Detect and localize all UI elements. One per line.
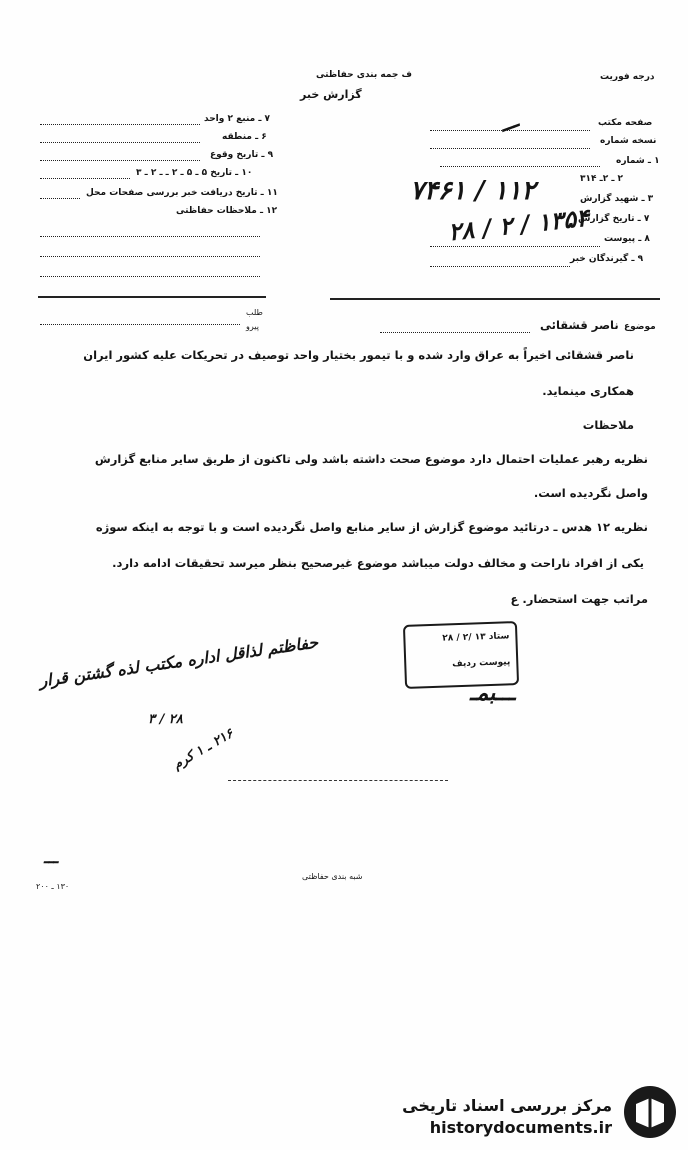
handwritten-side-note: حفاظتم لذاقل اداره مکتب لذه گشتن قرار: [38, 632, 320, 691]
report-title: گزارش خبر: [300, 88, 362, 101]
body-line: همکاری مینماید.: [542, 384, 634, 398]
field-label: ۷ ـ منبع ۲ واحد: [204, 114, 271, 124]
subject-label: موضوع: [624, 322, 656, 332]
field-label: ۹ ـ تاریخ وقوع: [210, 150, 274, 160]
field-label: ۳ ـ شهید گزارش: [580, 194, 654, 204]
separator-line: [228, 780, 448, 781]
field-line: [40, 178, 130, 179]
field-line: [40, 160, 200, 161]
watermark-site: historydocuments.ir: [429, 1118, 612, 1137]
handwritten-date: ۲۸ / ۲ / ۱۳۵۴: [446, 202, 591, 247]
stamp-date: ستاد ۱۳ /۲ / ۲۸: [442, 631, 510, 644]
opinion-line: یکی از افراد ناراحت و مخالف دولت میباشد موضوع غیرصحیح بنظر میرسد تحقیقات ادامه دارد.: [112, 556, 644, 570]
field-label: ۹ ـ گیرندگان خبر: [570, 254, 644, 264]
remarks-line: نظریه رهبر عملیات احتمال دارد موضوع صحت داشته باشد ولی تاکنون از طریق سایر منابع گزارش: [94, 452, 648, 466]
field-label: ۸ ـ پیوست: [604, 234, 650, 244]
opinion-line: مراتب جهت استحضار. ع: [510, 592, 648, 606]
stamp-attachment: پیوست ردیف: [452, 657, 511, 670]
handwritten-scrawl: ـــ: [44, 848, 59, 867]
field-line: [40, 256, 260, 257]
field-label: ۱۰ ـ تاریخ ۵ ـ ۵ ـ ۲ ـ ـ ۲ ـ ۳: [136, 168, 253, 178]
separator-line: [330, 298, 660, 300]
field-label: ۱۱ ـ تاریخ دریافت خبر بررسی صفحات محل: [86, 188, 278, 198]
separator-line: [38, 296, 266, 298]
field-line: [40, 142, 200, 143]
field-label: ۱ ـ شماره: [616, 156, 660, 166]
body-line: ناصر قشقائی اخیراً به عراق وارد شده و با تیمور بختیار واحد توصیف در تحریکات علیه کشور ایران: [83, 348, 634, 362]
field-label: ۷ ـ تاریخ گزارش: [578, 214, 650, 224]
watermark-org: مرکز بررسی اسناد تاریخی: [402, 1096, 612, 1115]
field-line: [430, 246, 600, 247]
field-label: نسخه شماره: [600, 136, 657, 146]
handwritten-scrawl: ـــ: [496, 107, 522, 137]
field-line: [40, 124, 200, 125]
handwritten-number: ۷۴۶۱ / ۱۱۲: [410, 176, 536, 206]
field-line: [40, 276, 260, 277]
side-mark-peyro: پیرو: [246, 322, 259, 331]
handwritten-side-number: ۲۱۶ ـ ۱ کرم: [170, 726, 237, 773]
field-label: ۲ ـ ۲ـ ۳۱۴: [580, 174, 624, 184]
field-label: ۶ ـ منطقه: [222, 132, 267, 142]
field-line: [430, 266, 570, 267]
remarks-heading: ملاحظات: [582, 418, 634, 432]
department-title: ف جمه بندی حفاظتی: [316, 70, 412, 80]
handwritten-side-number: ۳ / ۲۸: [148, 712, 183, 727]
field-line: [40, 324, 240, 325]
archive-logo-icon: [620, 1082, 680, 1142]
field-line: [40, 236, 260, 237]
field-line: [380, 332, 530, 333]
footer-title: شبه بندی حفاظتی: [302, 872, 363, 881]
received-stamp: [403, 621, 519, 689]
classification-label: درجه فوریت: [600, 72, 655, 82]
opinion-line: نظریه ۱۲ هدس ـ درتائید موضوع گزارش از سایر منابع واصل نگردیده است و با توجه به اینکه سوژه: [95, 520, 648, 534]
field-line: [40, 198, 80, 199]
field-line: [440, 166, 600, 167]
field-label: ۱۲ ـ ملاحظات حفاظتی: [176, 206, 278, 216]
subject-value: ناصر قشقائی: [540, 318, 619, 332]
field-label: صفحه مکتب: [598, 118, 653, 128]
footer-code: ۱۳۰ ـ ۲۰۰: [36, 882, 70, 891]
side-mark-talab: طلب: [246, 308, 263, 317]
handwritten-signature: ـــبمـ: [470, 680, 516, 706]
remarks-line: واصل نگردیده است.: [533, 486, 648, 500]
field-line: [430, 148, 590, 149]
